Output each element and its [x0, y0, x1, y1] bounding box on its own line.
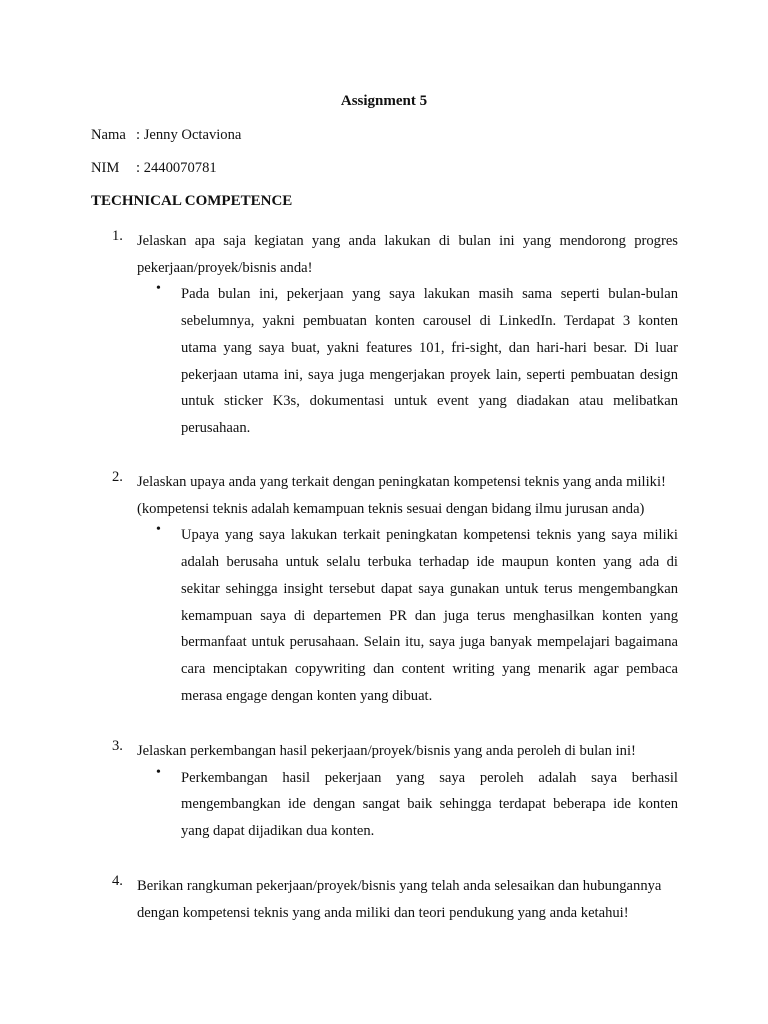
question-number: 3. — [112, 738, 123, 754]
name-value: : Jenny Octaviona — [136, 127, 242, 143]
question-1 — [112, 228, 678, 442]
question-text — [137, 738, 678, 765]
question-text — [137, 873, 678, 926]
nim-value: : 2440070781 — [136, 160, 217, 176]
bullet-icon: • — [156, 764, 161, 780]
bullet-icon: • — [156, 281, 161, 297]
answer-line: Perkembangan hasil pekerjaan yang saya peroleh adalah saya berhasil — [181, 769, 678, 786]
question-number: 2. — [112, 469, 123, 485]
question-line: Jelaskan perkembangan hasil pekerjaan/proyek/bisnis yang anda peroleh di bulan ini! — [137, 743, 636, 759]
answer-3 — [156, 765, 678, 845]
question-4 — [112, 873, 678, 926]
answer-2 — [156, 522, 678, 709]
answer-line: mengembangkan ide dengan sangat baik sehingga terdapat beberapa ide konten — [181, 796, 678, 813]
bullet-icon: • — [156, 522, 161, 538]
answer-line: perusahaan. — [181, 419, 251, 436]
question-line: Jelaskan apa saja kegiatan yang anda lakukan di bulan ini yang mendorong progres — [137, 233, 678, 249]
question-text — [137, 228, 678, 281]
name-field — [91, 127, 241, 144]
answer-line: utama yang saya buat, yakni features 101, fri-sight, dan hari-hari besar. Di luar — [181, 339, 678, 356]
document-title: Assignment 5 — [340, 93, 428, 109]
answer-line: untuk sticker K3s, dokumentasi untuk event yang diadakan atau melibatkan — [181, 393, 678, 410]
answer-line: pekerjaan utama ini, saya juga mengerjakan proyek lain, seperti pembuatan design — [181, 366, 678, 383]
answer-1 — [156, 281, 678, 441]
question-line: Jelaskan upaya anda yang terkait dengan peningkatan kompetensi teknis yang anda miliki! — [137, 474, 666, 490]
question-text — [137, 469, 678, 522]
answer-line: bermanfaat untuk perusahaan. Selain itu, saya juga banyak mempelajari bagaimana — [181, 634, 678, 651]
answer-line: kemampuan saya di departemen PR dan juga terus menghasilkan konten yang — [181, 607, 678, 624]
answer-text — [181, 281, 678, 441]
answer-line: merasa engage dengan konten yang dibuat. — [181, 687, 433, 704]
answer-line: Upaya yang saya lakukan terkait peningkatan kompetensi teknis yang saya miliki — [181, 527, 678, 544]
question-number: 4. — [112, 873, 123, 889]
question-line: (kompetensi teknis adalah kemampuan teknis sesuai dengan bidang ilmu jurusan anda) — [137, 500, 645, 517]
answer-line: yang dapat dijadikan dua konten. — [181, 823, 375, 840]
question-line: dengan kompetensi teknis yang anda miliki dan teori pendukung yang anda ketahui! — [137, 904, 629, 921]
answer-line: adalah berusaha untuk selalu terbuka terhadap ide maupun konten yang ada di — [181, 554, 678, 571]
question-number: 1. — [112, 228, 123, 244]
answer-line: Pada bulan ini, pekerjaan yang saya lakukan masih sama seperti bulan-bulan — [181, 286, 678, 303]
answer-line: cara menciptakan copywriting dan content writing yang menarik agar pembaca — [181, 660, 678, 677]
answer-line: sebelumnya, yakni pembuatan konten carousel di LinkedIn. Terdapat 3 konten — [181, 313, 678, 330]
answer-line: sekitar sehingga insight tersebut dapat saya gunakan untuk terus mengembangkan — [181, 580, 678, 597]
question-line: Berikan rangkuman pekerjaan/proyek/bisnis yang telah anda selesaikan dan hubungannya — [137, 878, 662, 894]
nim-field — [91, 160, 217, 177]
answer-text — [181, 765, 678, 845]
question-line: pekerjaan/proyek/bisnis anda! — [137, 259, 313, 276]
name-label: Nama — [91, 127, 126, 143]
nim-label: NIM — [91, 160, 120, 176]
section-heading: TECHNICAL COMPETENCE — [91, 193, 293, 209]
question-3 — [112, 738, 678, 845]
question-2 — [112, 469, 678, 709]
answer-text — [181, 522, 678, 709]
